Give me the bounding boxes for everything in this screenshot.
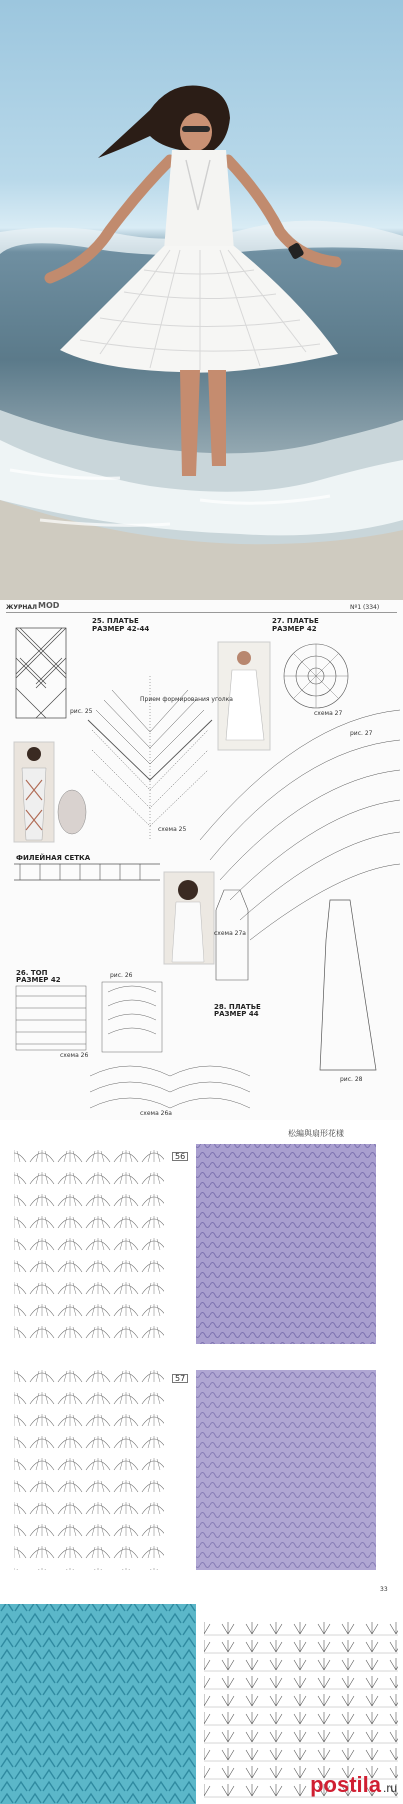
beach-photo xyxy=(0,0,403,600)
pattern-25-scheme: схема 25 xyxy=(158,826,187,833)
magazine-issue: Nº1 (334) xyxy=(350,604,380,611)
stitch-charts xyxy=(0,1120,403,1600)
pattern-27-size: РАЗМЕР 42 xyxy=(272,625,317,633)
stitch-chart-page xyxy=(0,1120,403,1600)
pattern-28-fig: рис. 28 xyxy=(340,1076,363,1083)
watermark-tld: .ru xyxy=(382,1781,397,1795)
pattern-27-scheme: схема 27 xyxy=(314,710,343,717)
pattern-25-size: РАЗМЕР 42-44 xyxy=(92,625,150,633)
watermark-brand: postila xyxy=(310,1772,381,1797)
pattern-28-title: 28. ПЛАТЬЕ xyxy=(214,1003,261,1011)
mesh-title: ФИЛЕЙНАЯ СЕТКА xyxy=(16,854,91,862)
swatch-strip xyxy=(0,1600,403,1804)
pattern-25-fig: рис. 25 xyxy=(70,708,93,715)
pattern-26-scheme: схема 26 xyxy=(60,1052,89,1059)
photo-scene xyxy=(0,0,403,600)
magazine-logo: MOD xyxy=(38,601,60,610)
magazine-brand: ЖУРНАЛ xyxy=(6,604,38,611)
pattern-28-size: РАЗМЕР 44 xyxy=(214,1010,259,1018)
pattern-25-note: Прием формирования уголка xyxy=(140,696,233,703)
pattern-27a-scheme: схема 27а xyxy=(214,930,246,937)
chart-number-56: 56 xyxy=(172,1152,188,1161)
pattern-27-title: 27. ПЛАТЬЕ xyxy=(272,617,319,625)
chart-number-57: 57 xyxy=(172,1374,188,1383)
magazine-pattern-page xyxy=(0,600,403,1120)
page-number: 33 xyxy=(380,1586,388,1593)
pattern-27-fig: рис. 27 xyxy=(350,730,373,737)
pattern-26-size: РАЗМЕР 42 xyxy=(16,976,61,984)
pattern-26-title: 26. ТОП xyxy=(16,969,48,977)
pattern-26-fig: рис. 26 xyxy=(110,972,133,979)
postila-watermark xyxy=(310,1772,397,1798)
pattern-25-title: 25. ПЛАТЬЕ xyxy=(92,617,139,625)
chart-page-title: 松編與扇形花樣 xyxy=(288,1129,344,1138)
pattern-26a-scheme: схема 26а xyxy=(140,1110,172,1117)
